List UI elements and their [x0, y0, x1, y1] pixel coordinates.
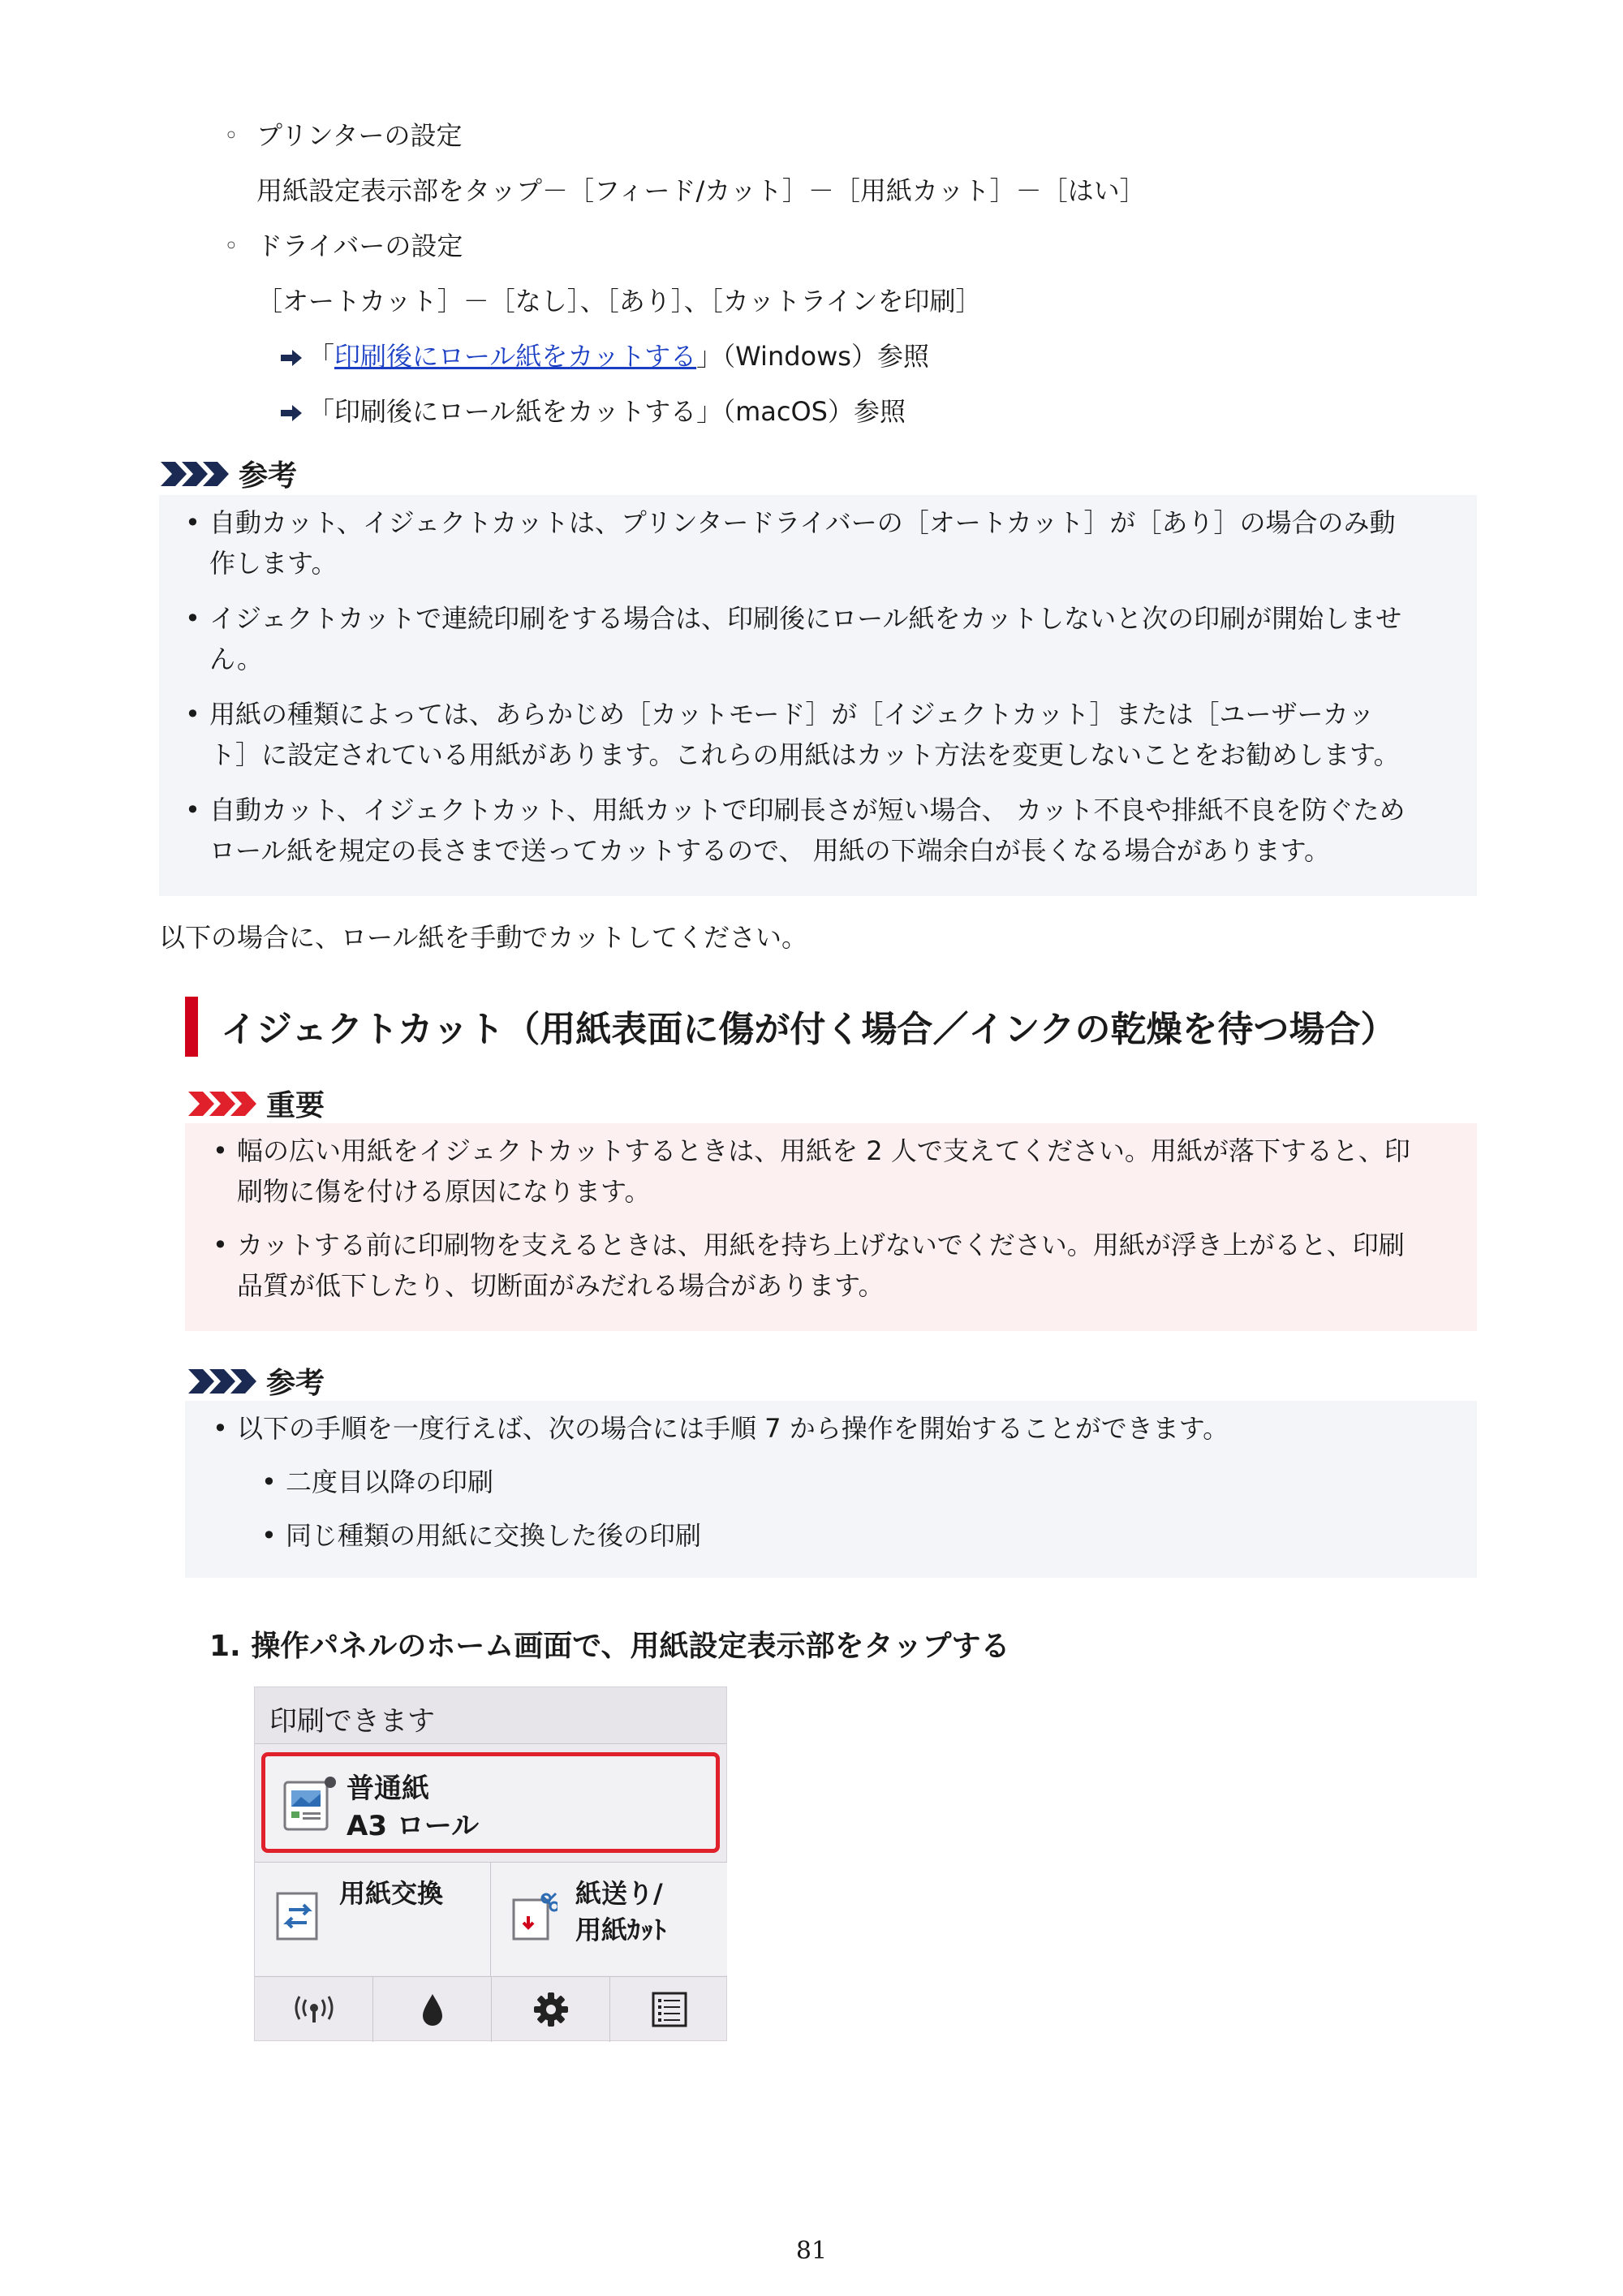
driver-setting-path: ［オートカット］－［なし］、［あり］、［カットラインを印刷］: [256, 286, 982, 317]
media-type: 普通紙: [347, 1773, 429, 1805]
ref-windows: 「印刷後にロール紙をカットする」（Windows）参照: [279, 339, 929, 374]
important-box: [185, 1123, 1477, 1331]
note-header: 参考: [187, 1360, 325, 1402]
bottom-toolbar: [255, 1976, 726, 2041]
status-bar: [255, 1687, 726, 1744]
note-box: [185, 1401, 1477, 1578]
menu-list-button[interactable]: [610, 1977, 728, 2042]
media-size: A3 ロール: [347, 1810, 480, 1842]
scissors-icon: [510, 1890, 558, 1942]
note-item: • 自動カット、イジェクトカット、用紙カットで印刷長さが短い場合、 カット不良や排紙不良を防ぐため ロール紙を規定の長さまで送ってカットするので、 用紙の下端余白が長くなる場合があります。: [185, 795, 1406, 866]
note-subitem: • 同じ種類の用紙に交換した後の印刷: [261, 1520, 702, 1551]
page-number: 81: [795, 2237, 828, 2265]
arrow-right-icon: [279, 403, 304, 423]
arrow-right-icon: [279, 348, 304, 368]
paper-roll-icon: [282, 1774, 337, 1833]
gear-icon: [532, 1991, 570, 2028]
driver-setting-label: ドライバーの設定: [256, 230, 463, 261]
ink-button[interactable]: [373, 1977, 491, 2042]
step-heading: 1. 操作パネルのホーム画面で、用紙設定表示部をタップする: [209, 1630, 1010, 1663]
important-header: 重要: [187, 1083, 325, 1124]
feed-cut-label: 紙送り/ 用紙ｶｯﾄ: [575, 1878, 667, 1945]
list-bullet: ◦: [224, 122, 239, 150]
paper-swap-icon: [274, 1890, 321, 1942]
chevrons-icon: [187, 1368, 258, 1395]
manual-cut-text: 以下の場合に、ロール紙を手動でカットしてください。: [159, 922, 808, 953]
chevrons-red-icon: [187, 1090, 258, 1118]
note-subitem: • 二度目以降の印刷: [261, 1467, 494, 1497]
section-title: イジェクトカット（用紙表面に傷が付く場合／インクの乾燥を待つ場合）: [221, 1009, 1397, 1050]
replace-paper-button[interactable]: [255, 1862, 490, 1975]
note-box: [159, 495, 1477, 896]
section-accent-bar: [185, 997, 198, 1057]
status-text: 印刷できます: [269, 1705, 435, 1738]
replace-paper-label: 用紙交換: [339, 1878, 444, 1909]
important-item: • カットする前に印刷物を支えるときは、用紙を持ち上げないでください。用紙が浮き上がると、印刷 品質が低下したり、切断面がみだれる場合があります。: [213, 1230, 1405, 1301]
settings-button[interactable]: [492, 1977, 609, 2042]
list-bullet: ◦: [224, 232, 239, 261]
note-item: • 用紙の種類によっては、あらかじめ［カットモード］が［イジェクトカット］または［ユーザーカッ ト］に設定されている用紙があります。これらの用紙はカット方法を変更しないことをお勧めします。: [185, 699, 1400, 770]
wireless-icon: [290, 1993, 338, 2026]
ink-drop-icon: [420, 1992, 445, 2027]
note-item: • イジェクトカットで連続印刷をする場合は、印刷後にロール紙をカットしないと次の印刷が開始しませ ん。: [185, 603, 1402, 674]
feed-cut-button[interactable]: [491, 1862, 727, 1975]
chevrons-icon: [159, 460, 230, 488]
note-item: • 自動カット、イジェクトカットは、プリンタードライバーの［オートカット］が［あり］の場合のみ動 作します。: [185, 507, 1396, 579]
note-item: • 以下の手順を一度行えば、次の場合には手順 7 から操作を開始することができます。: [213, 1413, 1229, 1444]
ref-mac: 「印刷後にロール紙をカットする」（macOS）参照: [279, 394, 906, 429]
media-settings-button[interactable]: [261, 1752, 720, 1853]
ref-windows-link[interactable]: 印刷後にロール紙をカットする: [334, 341, 697, 372]
important-item: • 幅の広い用紙をイジェクトカットするときは、用紙を 2 人で支えてください。用紙が落下すると、印 刷物に傷を付ける原因になります。: [213, 1135, 1410, 1207]
printer-setting-path: 用紙設定表示部をタップ－［フィード/カット］－［用紙カット］－［はい］: [256, 175, 1146, 206]
printer-setting-label: プリンターの設定: [256, 120, 463, 151]
list-icon: [651, 1991, 688, 2028]
printer-home-screen: [254, 1686, 727, 2041]
wireless-button[interactable]: [255, 1977, 372, 2042]
note-header: 参考: [159, 453, 297, 494]
